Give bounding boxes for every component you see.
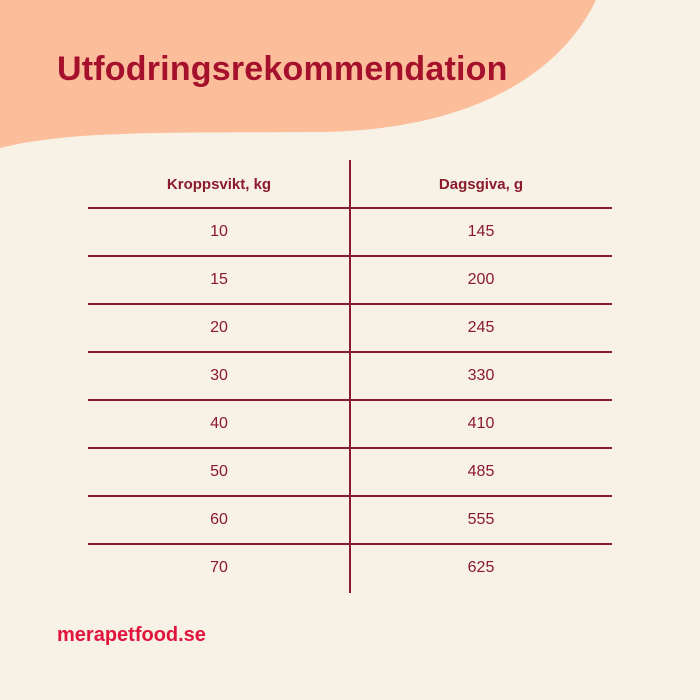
table-row <box>88 304 612 352</box>
website-link[interactable]: merapetfood.se <box>57 624 206 646</box>
table-row <box>88 544 612 592</box>
table-row <box>88 496 612 544</box>
daily-portion-cell: 245 <box>467 319 495 336</box>
table-row <box>88 352 612 400</box>
body-weight-cell: 50 <box>210 463 228 480</box>
body-weight-cell: 70 <box>210 559 228 576</box>
body-weight-cell: 15 <box>210 271 228 288</box>
daily-portion-cell: 555 <box>467 511 495 528</box>
table-header-row <box>88 160 612 208</box>
table-row <box>88 208 612 256</box>
body-weight-cell: 60 <box>210 511 228 528</box>
body-weight-cell: 10 <box>210 223 228 240</box>
page-title: Utfodringsrekommendation <box>57 50 508 88</box>
daily-portion-cell: 200 <box>467 271 495 288</box>
table-row <box>88 448 612 496</box>
body-weight-cell: 20 <box>210 319 228 336</box>
table-row <box>88 400 612 448</box>
daily-portion-cell: 625 <box>467 559 495 576</box>
feeding-table <box>88 160 612 593</box>
header-daily-portion: Dagsgiva, g <box>438 175 524 193</box>
header-body-weight: Kroppsvikt, kg <box>166 175 272 193</box>
body-weight-cell: 30 <box>210 367 228 384</box>
body-weight-cell: 40 <box>210 415 228 432</box>
daily-portion-cell: 485 <box>467 463 495 480</box>
daily-portion-cell: 145 <box>467 223 495 240</box>
daily-portion-cell: 410 <box>467 415 495 432</box>
daily-portion-cell: 330 <box>467 367 495 384</box>
table-row <box>88 256 612 304</box>
